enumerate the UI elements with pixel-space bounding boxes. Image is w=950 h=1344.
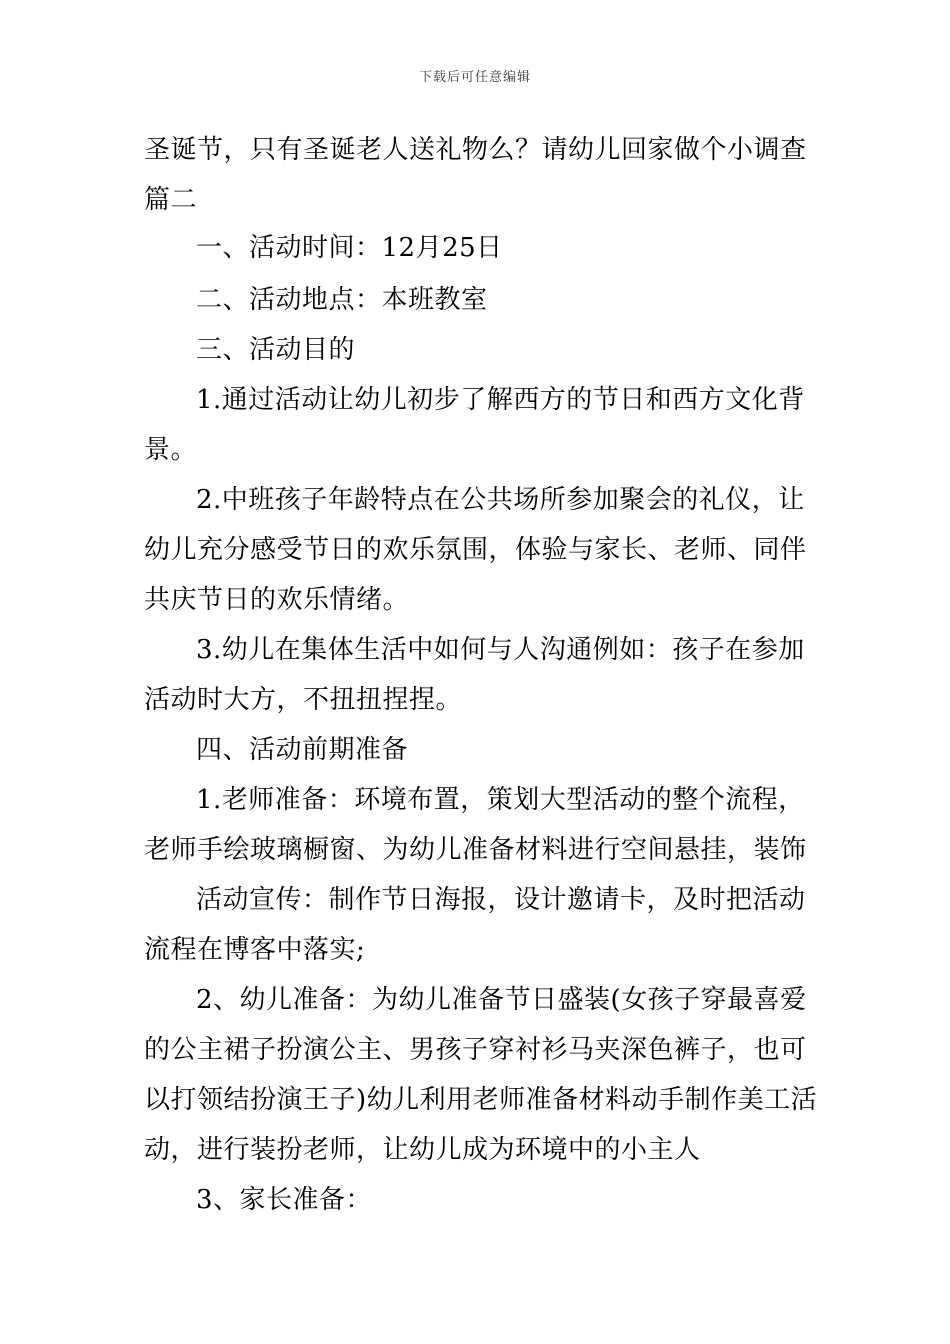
body-line: 共庆节日的欢乐情绪。 <box>144 585 410 615</box>
body-line: 老师手绘玻璃橱窗、为幼儿准备材料进行空间悬挂，装饰 <box>144 835 807 865</box>
body-line: 圣诞节，只有圣诞老人送礼物么？请幼儿回家做个小调查 <box>144 135 807 165</box>
body-line: 景。 <box>144 435 198 465</box>
body-line: 篇二 <box>144 185 198 215</box>
body-line: 3.幼儿在集体生活中如何与人沟通例如：孩子在参加 <box>196 635 805 665</box>
body-line: 2.中班孩子年龄特点在公共场所参加聚会的礼仪，让 <box>196 485 805 515</box>
body-line: 动，进行装扮老师，让幼儿成为环境中的小主人 <box>144 1135 701 1165</box>
body-line: 1.老师准备：环境布置，策划大型活动的整个流程， <box>196 785 805 815</box>
body-line: 活动宣传：制作节日海报，设计邀请卡，及时把活动 <box>196 885 806 915</box>
body-line: 的公主裙子扮演公主、男孩子穿衬衫马夹深色裤子，也可 <box>144 1035 807 1065</box>
header-note: 下载后可任意编辑 <box>418 70 531 85</box>
body-line: 活动时大方，不扭扭捏捏。 <box>144 685 463 715</box>
section-heading: 三、活动目的 <box>196 335 356 365</box>
body-line: 以打领结扮演王子)幼儿利用老师准备材料动手制作美工活 <box>144 1085 818 1115</box>
body-line: 幼儿充分感受节日的欢乐氛围，体验与家长、老师、同伴 <box>144 535 807 565</box>
body-line: 2、幼儿准备：为幼儿准备节日盛装(女孩子穿最喜爱 <box>196 985 807 1015</box>
section-heading: 四、活动前期准备 <box>196 735 409 765</box>
section-heading: 二、活动地点：本班教室 <box>196 285 488 315</box>
body-line: 流程在博客中落实; <box>144 935 366 965</box>
body-line: 1.通过活动让幼儿初步了解西方的节日和西方文化背 <box>196 385 805 415</box>
body-line: 3、家长准备： <box>196 1185 373 1215</box>
section-heading: 一、活动时间：12月25日 <box>196 233 503 263</box>
